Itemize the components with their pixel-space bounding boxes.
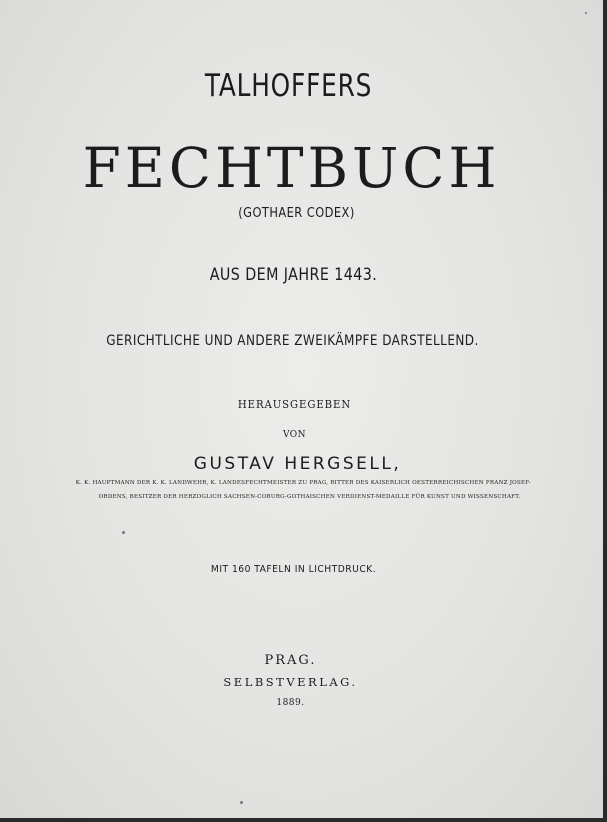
author-description-line2: ORDENS, BESITZER DER HERZOGLICH SACHSEN-COBURG-GOTHAISCHEN VERDIENST-MEDAILLE FÜR KUNST UND WISSENSCHAFT. bbox=[98, 494, 521, 500]
codex-subtitle: (GOTHAER CODEX) bbox=[238, 206, 355, 221]
publisher: SELBSTVERLAG. bbox=[223, 675, 358, 689]
edited-by-label: HERAUSGEGEBEN bbox=[237, 398, 352, 411]
publication-place: PRAG. bbox=[264, 653, 317, 668]
title-line-fechtbuch: FECHTBUCH bbox=[82, 136, 501, 200]
description-subtitle: GERICHTLICHE UND ANDERE ZWEIKÄMPFE DARSTELLEND. bbox=[106, 333, 479, 349]
author-description-line1: K. K. HAUPTMANN DER K. K. LANDWEHR, K. LANDESFECHTMEISTER ZU PRAG, RITTER DES KAISERLICH OESTERREICHISCHEN FRANZ JOSEF- bbox=[75, 480, 532, 486]
plates-note: MIT 160 TAFELN IN LICHTDRUCK. bbox=[210, 564, 377, 575]
paper-speck bbox=[585, 12, 587, 14]
by-label: VON bbox=[282, 430, 307, 440]
author-name: GUSTAV HERGSELL, bbox=[193, 454, 402, 474]
year-line: AUS DEM JAHRE 1443. bbox=[209, 265, 378, 285]
publication-year: 1889. bbox=[276, 698, 305, 708]
title-line-talhoffers: TALHOFFERS bbox=[204, 68, 373, 104]
paper-speck bbox=[240, 801, 243, 804]
paper-speck bbox=[122, 531, 125, 534]
